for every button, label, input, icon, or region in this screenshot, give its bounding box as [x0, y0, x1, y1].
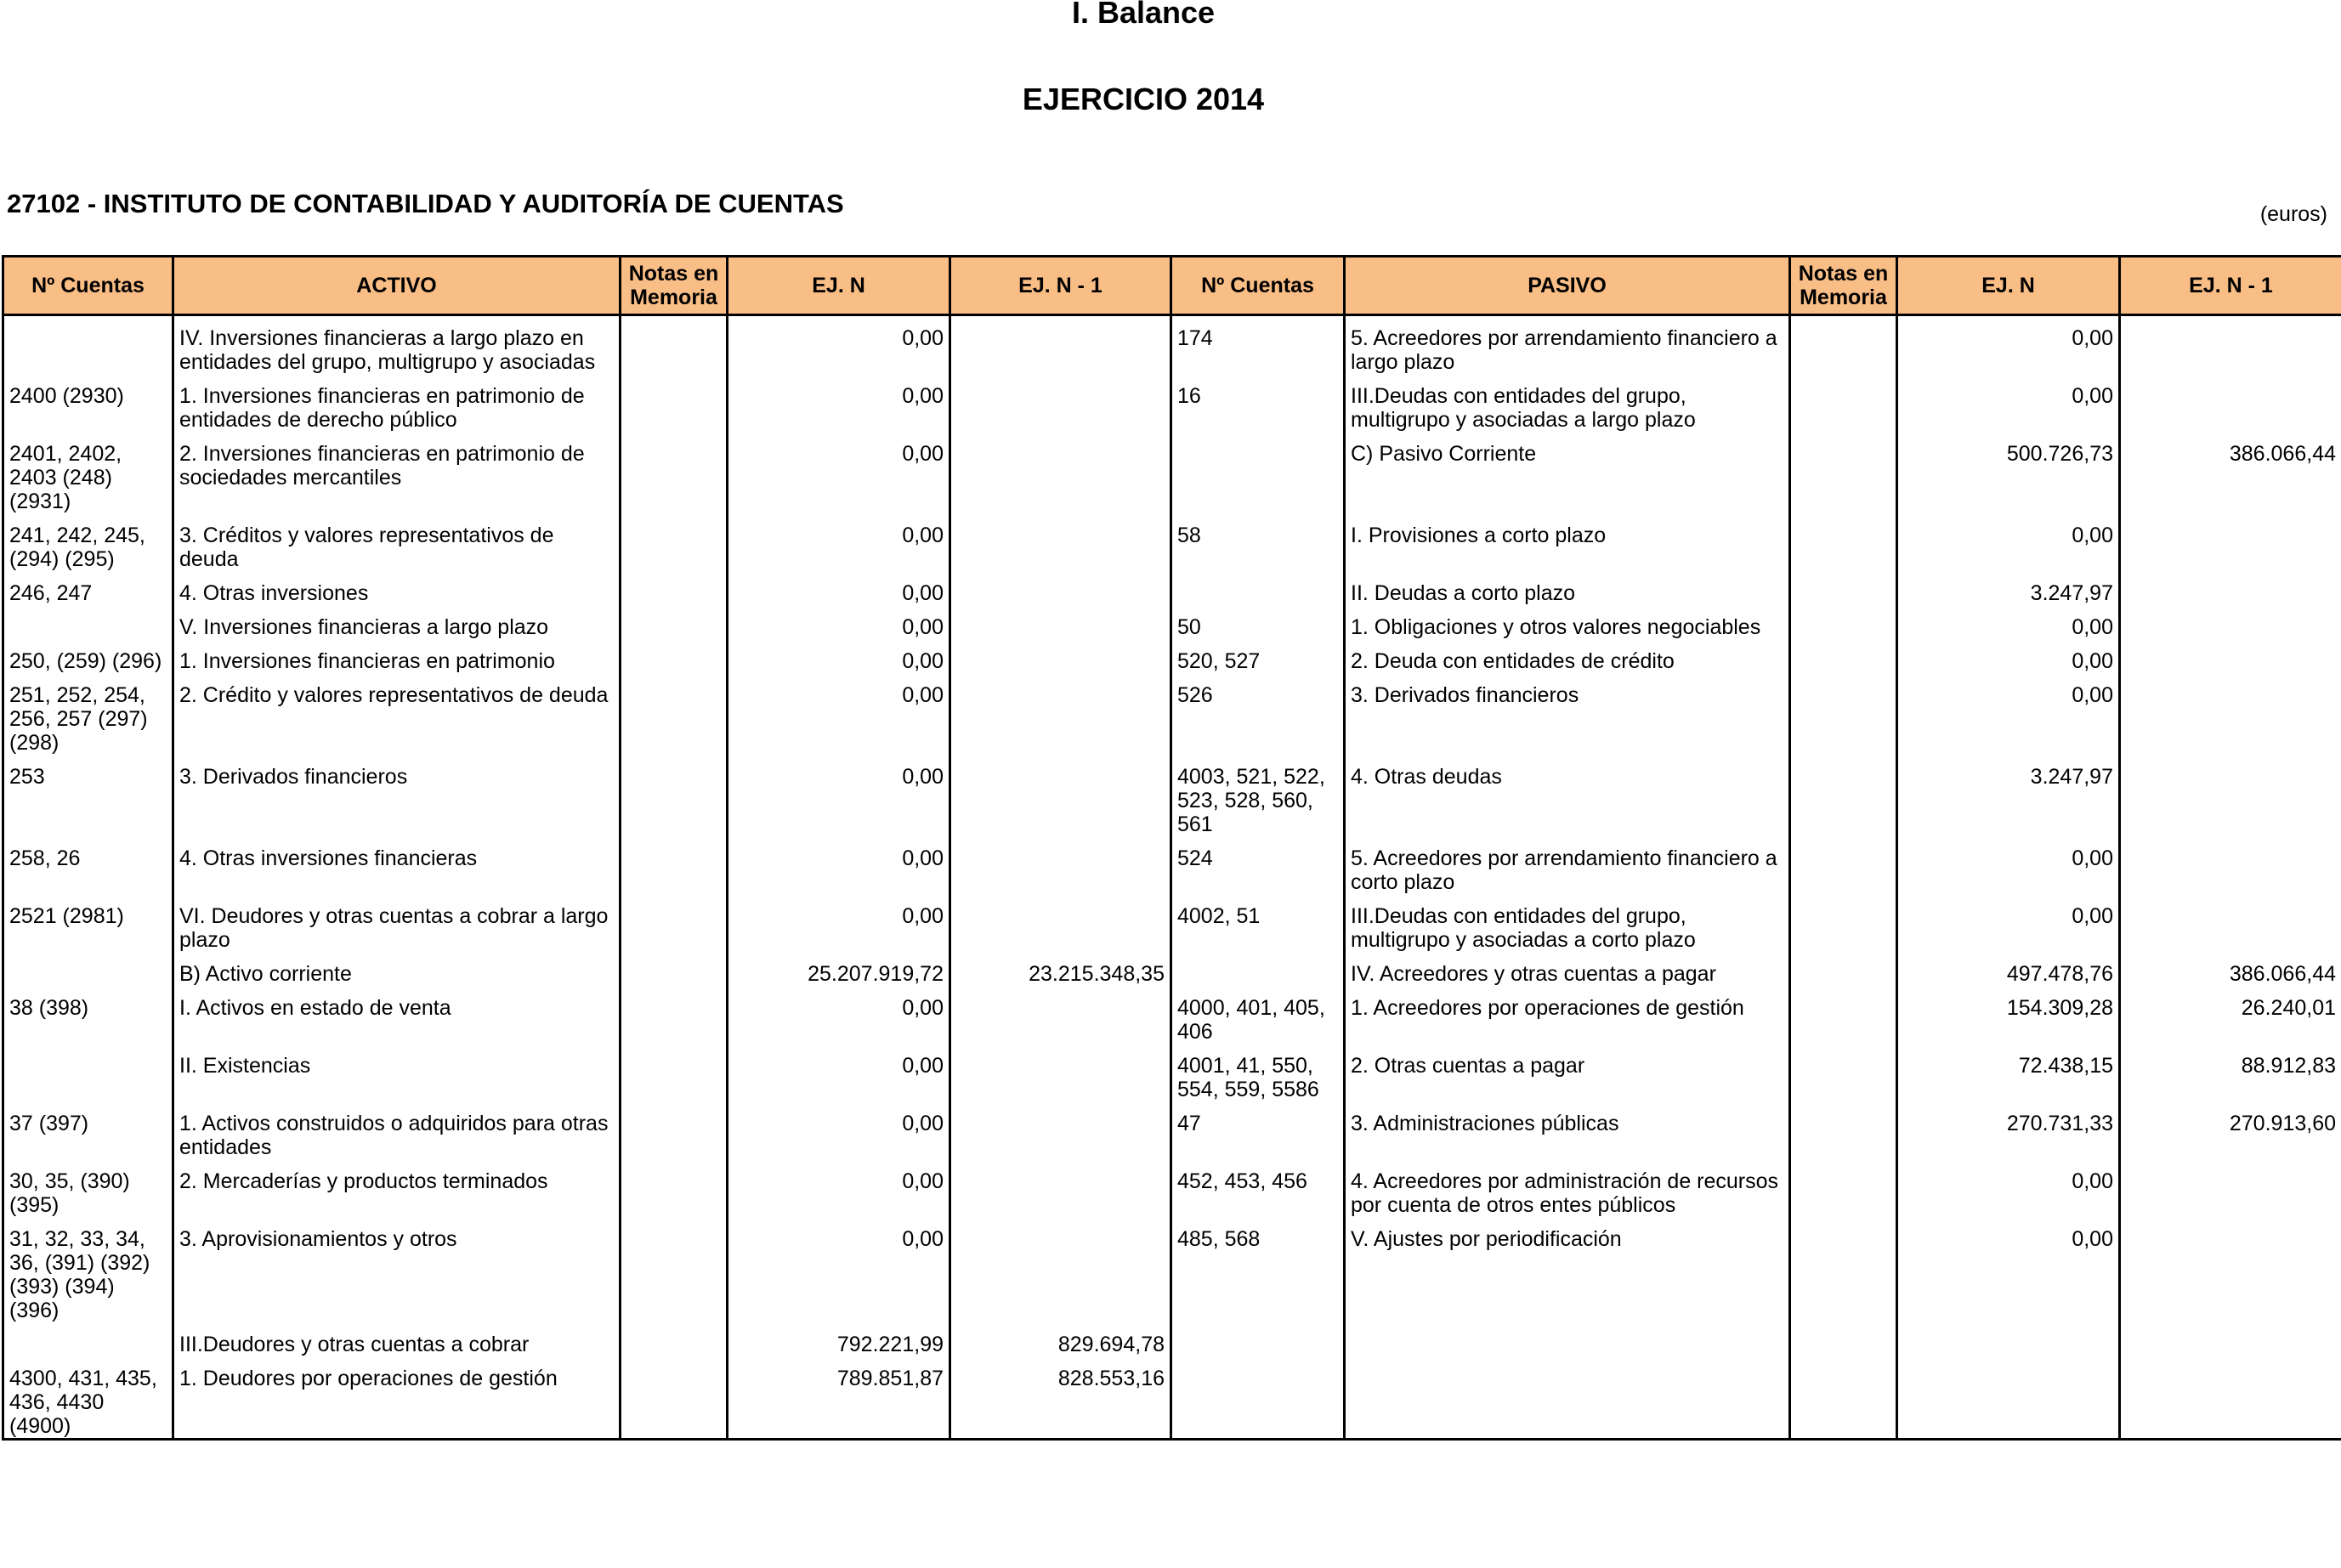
table-row — [3, 1356, 2341, 1440]
cell-cuentas-pasivo: 520, 527 — [1171, 639, 1345, 673]
cell-pasivo-label — [1345, 1356, 1790, 1440]
table-row — [3, 571, 2341, 605]
cell-notas-pasivo — [1790, 513, 1897, 571]
cell-ej-n-pasivo — [1897, 1322, 2120, 1356]
cell-cuentas-activo: 2400 (2930) — [3, 374, 173, 432]
cell-ej-n1-activo — [950, 986, 1171, 1044]
cell-ej-n-activo: 0,00 — [728, 432, 950, 513]
cell-cuentas-pasivo: 4002, 51 — [1171, 894, 1345, 952]
cell-ej-n-activo: 0,00 — [728, 986, 950, 1044]
cell-ej-n-activo: 0,00 — [728, 1217, 950, 1322]
cell-ej-n1-activo — [950, 1101, 1171, 1159]
cell-notas-pasivo — [1790, 1217, 1897, 1322]
cell-pasivo-label: 2. Deuda con entidades de crédito — [1345, 639, 1790, 673]
cell-ej-n-pasivo: 0,00 — [1897, 836, 2120, 894]
cell-notas-pasivo — [1790, 605, 1897, 639]
cell-cuentas-activo: 258, 26 — [3, 836, 173, 894]
cell-cuentas-pasivo — [1171, 571, 1345, 605]
cell-notas-pasivo — [1790, 1101, 1897, 1159]
cell-pasivo-label: 1. Obligaciones y otros valores negociables — [1345, 605, 1790, 639]
cell-cuentas-activo — [3, 1044, 173, 1101]
cell-notas-activo — [621, 673, 728, 755]
cell-ej-n1-pasivo — [2120, 1159, 2341, 1217]
cell-cuentas-pasivo: 4001, 41, 550, 554, 559, 5586 — [1171, 1044, 1345, 1101]
cell-pasivo-label: 5. Acreedores por arrendamiento financiero a largo plazo — [1345, 315, 1790, 375]
cell-ej-n1-pasivo — [2120, 513, 2341, 571]
cell-ej-n1-pasivo — [2120, 315, 2341, 375]
cell-cuentas-activo: 30, 35, (390) (395) — [3, 1159, 173, 1217]
table-row — [3, 755, 2341, 836]
cell-ej-n-pasivo — [1897, 1356, 2120, 1440]
cell-pasivo-label: 1. Acreedores por operaciones de gestión — [1345, 986, 1790, 1044]
cell-ej-n1-activo — [950, 571, 1171, 605]
cell-ej-n-pasivo: 0,00 — [1897, 315, 2120, 375]
cell-ej-n1-pasivo — [2120, 755, 2341, 836]
cell-cuentas-activo: 246, 247 — [3, 571, 173, 605]
col-ej-n-activo: EJ. N — [728, 257, 950, 315]
cell-ej-n-activo: 0,00 — [728, 894, 950, 952]
cell-ej-n1-activo — [950, 755, 1171, 836]
cell-notas-activo — [621, 1356, 728, 1440]
cell-ej-n1-activo — [950, 1044, 1171, 1101]
cell-cuentas-activo: 4300, 431, 435, 436, 4430 (4900) — [3, 1356, 173, 1440]
cell-ej-n-pasivo: 0,00 — [1897, 1217, 2120, 1322]
cell-notas-activo — [621, 1159, 728, 1217]
cell-notas-activo — [621, 836, 728, 894]
cell-ej-n1-activo: 828.553,16 — [950, 1356, 1171, 1440]
entity-heading: 27102 - INSTITUTO DE CONTABILIDAD Y AUDITORÍA DE CUENTAS — [7, 189, 844, 218]
cell-ej-n-pasivo: 0,00 — [1897, 1159, 2120, 1217]
cell-cuentas-pasivo: 58 — [1171, 513, 1345, 571]
cell-activo-label: 2. Crédito y valores representativos de deuda — [173, 673, 621, 755]
cell-cuentas-activo: 2521 (2981) — [3, 894, 173, 952]
cell-ej-n-pasivo: 72.438,15 — [1897, 1044, 2120, 1101]
cell-activo-label: 3. Créditos y valores representativos de deuda — [173, 513, 621, 571]
cell-activo-label: II. Existencias — [173, 1044, 621, 1101]
cell-ej-n1-activo — [950, 315, 1171, 375]
cell-pasivo-label: III.Deudas con entidades del grupo, multigrupo y asociadas a corto plazo — [1345, 894, 1790, 952]
cell-cuentas-activo: 241, 242, 245, (294) (295) — [3, 513, 173, 571]
col-notas-activo: Notas en Memoria — [621, 257, 728, 315]
cell-ej-n-pasivo: 500.726,73 — [1897, 432, 2120, 513]
cell-cuentas-pasivo — [1171, 1356, 1345, 1440]
cell-pasivo-label: 3. Derivados financieros — [1345, 673, 1790, 755]
cell-notas-pasivo — [1790, 986, 1897, 1044]
table-row — [3, 952, 2341, 986]
cell-ej-n-activo: 0,00 — [728, 1101, 950, 1159]
table-row — [3, 894, 2341, 952]
table-row — [3, 1159, 2341, 1217]
cell-activo-label: I. Activos en estado de venta — [173, 986, 621, 1044]
cell-ej-n1-pasivo — [2120, 605, 2341, 639]
cell-notas-activo — [621, 513, 728, 571]
cell-notas-activo — [621, 605, 728, 639]
cell-ej-n1-pasivo — [2120, 1356, 2341, 1440]
cell-ej-n-activo: 789.851,87 — [728, 1356, 950, 1440]
cell-activo-label: 1. Deudores por operaciones de gestión — [173, 1356, 621, 1440]
cell-ej-n-activo: 0,00 — [728, 513, 950, 571]
table-row — [3, 1044, 2341, 1101]
cell-notas-pasivo — [1790, 315, 1897, 375]
col-ej-n1-pasivo: EJ. N - 1 — [2120, 257, 2341, 315]
cell-notas-activo — [621, 1322, 728, 1356]
cell-notas-pasivo — [1790, 952, 1897, 986]
cell-ej-n1-activo — [950, 513, 1171, 571]
cell-activo-label: 2. Inversiones financieras en patrimonio de sociedades mercantiles — [173, 432, 621, 513]
cell-notas-pasivo — [1790, 1356, 1897, 1440]
cell-notas-activo — [621, 374, 728, 432]
cell-pasivo-label: 5. Acreedores por arrendamiento financiero a corto plazo — [1345, 836, 1790, 894]
cell-ej-n1-activo — [950, 432, 1171, 513]
cell-ej-n1-pasivo — [2120, 894, 2341, 952]
cell-activo-label: 1. Activos construidos o adquiridos para otras entidades — [173, 1101, 621, 1159]
cell-activo-label: B) Activo corriente — [173, 952, 621, 986]
cell-cuentas-activo — [3, 1322, 173, 1356]
cell-pasivo-label: 4. Acreedores por administración de recursos por cuenta de otros entes públicos — [1345, 1159, 1790, 1217]
cell-ej-n-pasivo: 270.731,33 — [1897, 1101, 2120, 1159]
cell-pasivo-label: 2. Otras cuentas a pagar — [1345, 1044, 1790, 1101]
cell-cuentas-activo: 250, (259) (296) — [3, 639, 173, 673]
cell-activo-label: 4. Otras inversiones financieras — [173, 836, 621, 894]
cell-ej-n1-activo — [950, 605, 1171, 639]
cell-ej-n1-pasivo — [2120, 673, 2341, 755]
cell-ej-n1-pasivo: 88.912,83 — [2120, 1044, 2341, 1101]
cell-ej-n1-pasivo — [2120, 374, 2341, 432]
balance-table — [2, 255, 2341, 1441]
cell-ej-n1-pasivo — [2120, 1217, 2341, 1322]
cell-cuentas-activo: 251, 252, 254, 256, 257 (297) (298) — [3, 673, 173, 755]
cell-cuentas-activo: 253 — [3, 755, 173, 836]
cell-cuentas-pasivo: 452, 453, 456 — [1171, 1159, 1345, 1217]
cell-pasivo-label: I. Provisiones a corto plazo — [1345, 513, 1790, 571]
cell-cuentas-pasivo: 485, 568 — [1171, 1217, 1345, 1322]
cell-cuentas-pasivo — [1171, 952, 1345, 986]
cell-ej-n-pasivo: 0,00 — [1897, 639, 2120, 673]
cell-cuentas-activo — [3, 605, 173, 639]
cell-ej-n-pasivo: 154.309,28 — [1897, 986, 2120, 1044]
cell-ej-n-pasivo: 497.478,76 — [1897, 952, 2120, 986]
cell-ej-n-activo: 0,00 — [728, 1159, 950, 1217]
cell-ej-n1-activo — [950, 639, 1171, 673]
col-ej-n1-activo: EJ. N - 1 — [950, 257, 1171, 315]
table-row — [3, 673, 2341, 755]
cell-ej-n-activo: 0,00 — [728, 374, 950, 432]
cell-notas-pasivo — [1790, 755, 1897, 836]
table-row — [3, 639, 2341, 673]
cell-notas-pasivo — [1790, 432, 1897, 513]
cell-ej-n-pasivo: 3.247,97 — [1897, 571, 2120, 605]
cell-ej-n1-activo — [950, 1159, 1171, 1217]
table-row — [3, 432, 2341, 513]
cell-cuentas-pasivo: 174 — [1171, 315, 1345, 375]
cell-ej-n1-activo — [950, 836, 1171, 894]
cell-activo-label: 1. Inversiones financieras en patrimonio — [173, 639, 621, 673]
table-row — [3, 315, 2341, 375]
cell-ej-n1-pasivo: 270.913,60 — [2120, 1101, 2341, 1159]
cell-ej-n-pasivo: 0,00 — [1897, 605, 2120, 639]
cell-ej-n-activo: 0,00 — [728, 571, 950, 605]
cell-pasivo-label: C) Pasivo Corriente — [1345, 432, 1790, 513]
cell-ej-n1-activo: 23.215.348,35 — [950, 952, 1171, 986]
report-title: I. Balance — [1071, 0, 1216, 30]
cell-activo-label: IV. Inversiones financieras a largo plazo en entidades del grupo, multigrupo y asociadas — [173, 315, 621, 375]
cell-cuentas-activo — [3, 315, 173, 375]
table-row — [3, 1101, 2341, 1159]
table-row — [3, 513, 2341, 571]
cell-ej-n1-activo — [950, 374, 1171, 432]
currency-units: (euros) — [2259, 202, 2327, 226]
table-row — [3, 605, 2341, 639]
table-row — [3, 374, 2341, 432]
table-row — [3, 1217, 2341, 1322]
cell-cuentas-activo: 37 (397) — [3, 1101, 173, 1159]
cell-cuentas-pasivo: 4003, 521, 522, 523, 528, 560, 561 — [1171, 755, 1345, 836]
cell-notas-activo — [621, 571, 728, 605]
cell-pasivo-label: 4. Otras deudas — [1345, 755, 1790, 836]
cell-ej-n-pasivo: 0,00 — [1897, 374, 2120, 432]
cell-ej-n-activo: 792.221,99 — [728, 1322, 950, 1356]
cell-notas-pasivo — [1790, 836, 1897, 894]
cell-ej-n-activo: 0,00 — [728, 755, 950, 836]
cell-notas-activo — [621, 986, 728, 1044]
cell-notas-pasivo — [1790, 673, 1897, 755]
cell-notas-pasivo — [1790, 1159, 1897, 1217]
cell-cuentas-pasivo: 16 — [1171, 374, 1345, 432]
cell-activo-label: VI. Deudores y otras cuentas a cobrar a largo plazo — [173, 894, 621, 952]
cell-cuentas-activo — [3, 952, 173, 986]
cell-cuentas-pasivo: 4000, 401, 405, 406 — [1171, 986, 1345, 1044]
cell-notas-activo — [621, 1217, 728, 1322]
cell-activo-label: 1. Inversiones financieras en patrimonio de entidades de derecho público — [173, 374, 621, 432]
cell-pasivo-label: V. Ajustes por periodificación — [1345, 1217, 1790, 1322]
cell-cuentas-pasivo: 524 — [1171, 836, 1345, 894]
table-header-row — [3, 257, 2341, 315]
cell-ej-n1-pasivo — [2120, 639, 2341, 673]
table-row — [3, 986, 2341, 1044]
cell-ej-n1-pasivo: 386.066,44 — [2120, 952, 2341, 986]
cell-pasivo-label: II. Deudas a corto plazo — [1345, 571, 1790, 605]
cell-pasivo-label — [1345, 1322, 1790, 1356]
cell-ej-n-activo: 0,00 — [728, 673, 950, 755]
cell-cuentas-activo: 31, 32, 33, 34, 36, (391) (392) (393) (394) (396) — [3, 1217, 173, 1322]
cell-cuentas-activo: 2401, 2402, 2403 (248) (2931) — [3, 432, 173, 513]
cell-cuentas-pasivo: 50 — [1171, 605, 1345, 639]
cell-notas-activo — [621, 432, 728, 513]
table-row — [3, 1322, 2341, 1356]
cell-notas-activo — [621, 952, 728, 986]
cell-ej-n1-pasivo: 386.066,44 — [2120, 432, 2341, 513]
cell-ej-n-activo: 0,00 — [728, 639, 950, 673]
cell-ej-n-activo: 0,00 — [728, 315, 950, 375]
cell-ej-n-pasivo: 0,00 — [1897, 513, 2120, 571]
cell-ej-n1-pasivo: 26.240,01 — [2120, 986, 2341, 1044]
cell-notas-pasivo — [1790, 571, 1897, 605]
cell-ej-n1-activo: 829.694,78 — [950, 1322, 1171, 1356]
cell-cuentas-activo: 38 (398) — [3, 986, 173, 1044]
cell-ej-n1-pasivo — [2120, 836, 2341, 894]
cell-ej-n-activo: 25.207.919,72 — [728, 952, 950, 986]
cell-ej-n-pasivo: 0,00 — [1897, 673, 2120, 755]
cell-pasivo-label: III.Deudas con entidades del grupo, multigrupo y asociadas a largo plazo — [1345, 374, 1790, 432]
cell-cuentas-pasivo — [1171, 432, 1345, 513]
cell-notas-activo — [621, 1044, 728, 1101]
col-cuentas-pasivo: Nº Cuentas — [1171, 257, 1345, 315]
cell-activo-label: V. Inversiones financieras a largo plazo — [173, 605, 621, 639]
table-row — [3, 836, 2341, 894]
cell-ej-n1-pasivo — [2120, 1322, 2341, 1356]
cell-ej-n1-activo — [950, 1217, 1171, 1322]
cell-cuentas-pasivo: 526 — [1171, 673, 1345, 755]
cell-ej-n-pasivo: 0,00 — [1897, 894, 2120, 952]
cell-notas-activo — [621, 1101, 728, 1159]
cell-activo-label: III.Deudores y otras cuentas a cobrar — [173, 1322, 621, 1356]
cell-ej-n1-activo — [950, 673, 1171, 755]
cell-notas-activo — [621, 639, 728, 673]
cell-cuentas-pasivo — [1171, 1322, 1345, 1356]
col-cuentas-activo: Nº Cuentas — [3, 257, 173, 315]
cell-notas-activo — [621, 755, 728, 836]
cell-ej-n1-activo — [950, 894, 1171, 952]
col-ej-n-pasivo: EJ. N — [1897, 257, 2120, 315]
cell-ej-n-pasivo: 3.247,97 — [1897, 755, 2120, 836]
cell-notas-activo — [621, 894, 728, 952]
cell-activo-label: 3. Derivados financieros — [173, 755, 621, 836]
cell-ej-n-activo: 0,00 — [728, 605, 950, 639]
cell-activo-label: 2. Mercaderías y productos terminados — [173, 1159, 621, 1217]
col-pasivo: PASIVO — [1345, 257, 1790, 315]
col-notas-pasivo: Notas en Memoria — [1790, 257, 1897, 315]
cell-activo-label: 4. Otras inversiones — [173, 571, 621, 605]
cell-notas-pasivo — [1790, 639, 1897, 673]
cell-notas-activo — [621, 315, 728, 375]
cell-notas-pasivo — [1790, 1322, 1897, 1356]
cell-ej-n1-pasivo — [2120, 571, 2341, 605]
cell-notas-pasivo — [1790, 1044, 1897, 1101]
col-activo: ACTIVO — [173, 257, 621, 315]
cell-cuentas-pasivo: 47 — [1171, 1101, 1345, 1159]
cell-notas-pasivo — [1790, 374, 1897, 432]
cell-ej-n-activo: 0,00 — [728, 836, 950, 894]
cell-activo-label: 3. Aprovisionamientos y otros — [173, 1217, 621, 1322]
cell-notas-pasivo — [1790, 894, 1897, 952]
report-subtitle: EJERCICIO 2014 — [1022, 82, 1265, 116]
cell-pasivo-label: 3. Administraciones públicas — [1345, 1101, 1790, 1159]
cell-pasivo-label: IV. Acreedores y otras cuentas a pagar — [1345, 952, 1790, 986]
cell-ej-n-activo: 0,00 — [728, 1044, 950, 1101]
